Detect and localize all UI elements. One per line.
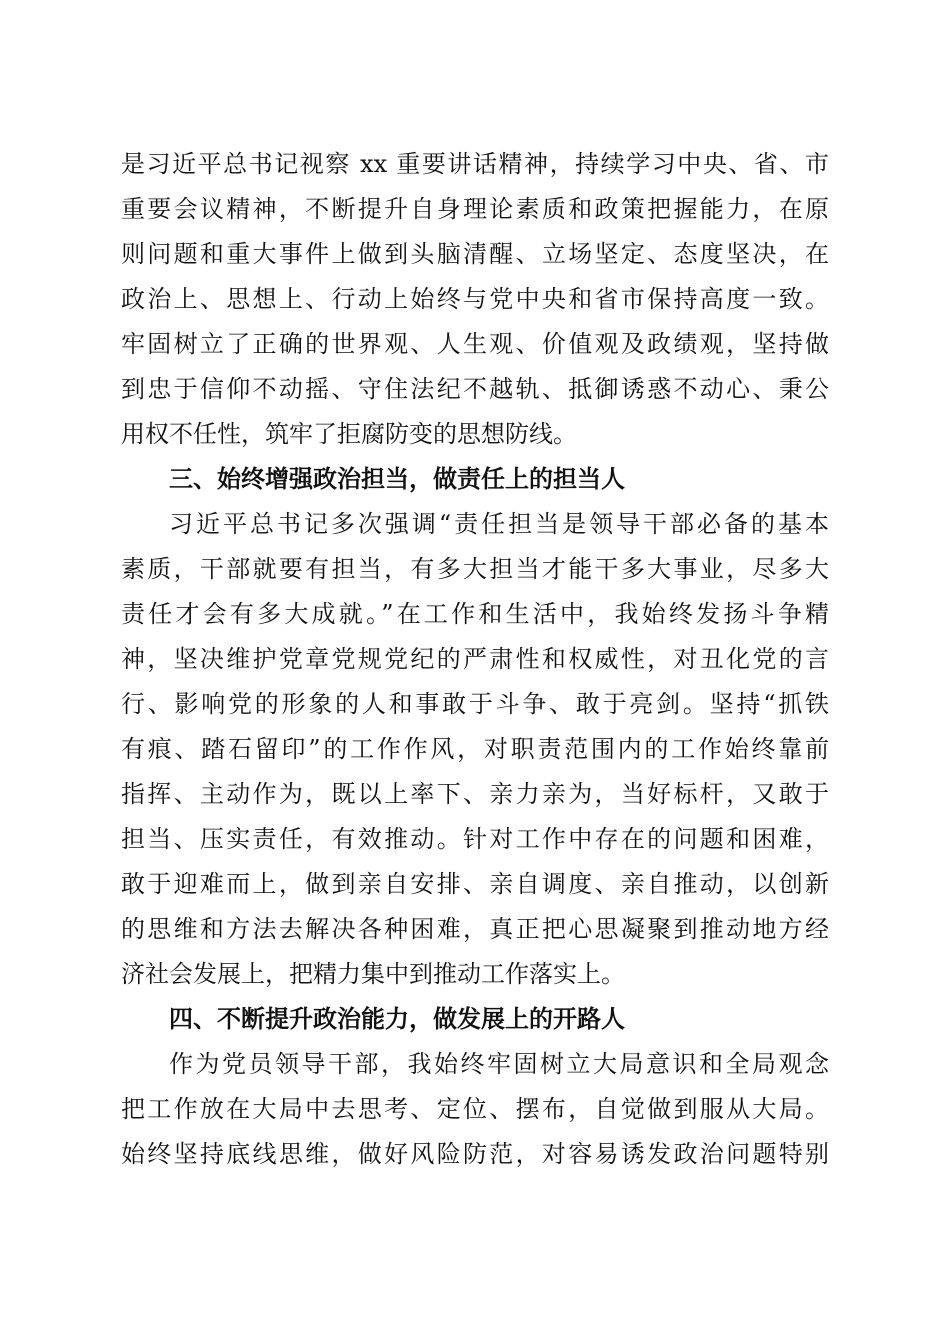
paragraph-3-line-1: 作为党员领导干部，我始终牢固树立大局意识和全局观念 [169, 1050, 829, 1078]
paragraph-1-line-4: 政治上、思想上、行动上始终与党中央和省市保持高度一致。 [121, 285, 829, 313]
paragraph-2-line-8: 担当、压实责任，有效推动。针对工作中存在的问题和困难， [121, 825, 829, 853]
paragraph-1-line-3: 则问题和重大事件上做到头脑清醒、立场坚定、态度坚决，在 [121, 240, 829, 268]
paragraph-2-line-5: 行、影响党的形象的人和事敢于斗争、敢于亮剑。坚持“抓铁 [121, 690, 829, 718]
paragraph-2-line-9: 敢于迎难而上，做到亲自安排、亲自调度、亲自推动，以创新 [121, 870, 829, 898]
paragraph-1-line-1: 是习近平总书记视察 xx 重要讲话精神，持续学习中央、省、市 [121, 150, 829, 178]
paragraph-2-line-6: 有痕、踏石留印”的工作作风，对职责范围内的工作始终靠前 [121, 735, 829, 763]
paragraph-2-line-3: 责任才会有多大成就。”在工作和生活中，我始终发扬斗争精 [121, 600, 829, 628]
section-heading-4: 四、不断提升政治能力，做发展上的开路人 [169, 1005, 625, 1033]
paragraph-2-line-11: 济社会发展上，把精力集中到推动工作落实上。 [121, 960, 625, 988]
paragraph-2-line-1: 习近平总书记多次强调“责任担当是领导干部必备的基本 [169, 510, 829, 538]
section-heading-3: 三、始终增强政治担当，做责任上的担当人 [169, 465, 625, 493]
paragraph-2-line-4: 神，坚决维护党章党规党纪的严肃性和权威性，对丑化党的言 [121, 645, 829, 673]
paragraph-1-line-7: 用权不任性，筑牢了拒腐防变的思想防线。 [121, 420, 577, 448]
paragraph-2-line-2: 素质，干部就要有担当，有多大担当才能干多大事业，尽多大 [121, 555, 829, 583]
paragraph-1-line-6: 到忠于信仰不动摇、守住法纪不越轨、抵御诱惑不动心、秉公 [121, 375, 829, 403]
paragraph-1-line-5: 牢固树立了正确的世界观、人生观、价值观及政绩观，坚持做 [121, 330, 829, 358]
paragraph-2-line-10: 的思维和方法去解决各种困难，真正把心思凝聚到推动地方经 [121, 915, 829, 943]
paragraph-1-line-2: 重要会议精神，不断提升自身理论素质和政策把握能力，在原 [121, 195, 829, 223]
paragraph-3-line-2: 把工作放在大局中去思考、定位、摆布，自觉做到服从大局。 [121, 1095, 829, 1123]
paragraph-3-line-3: 始终坚持底线思维，做好风险防范，对容易诱发政治问题特别 [121, 1140, 829, 1168]
paragraph-2-line-7: 指挥、主动作为，既以上率下、亲力亲为，当好标杆，又敢于 [121, 780, 829, 808]
